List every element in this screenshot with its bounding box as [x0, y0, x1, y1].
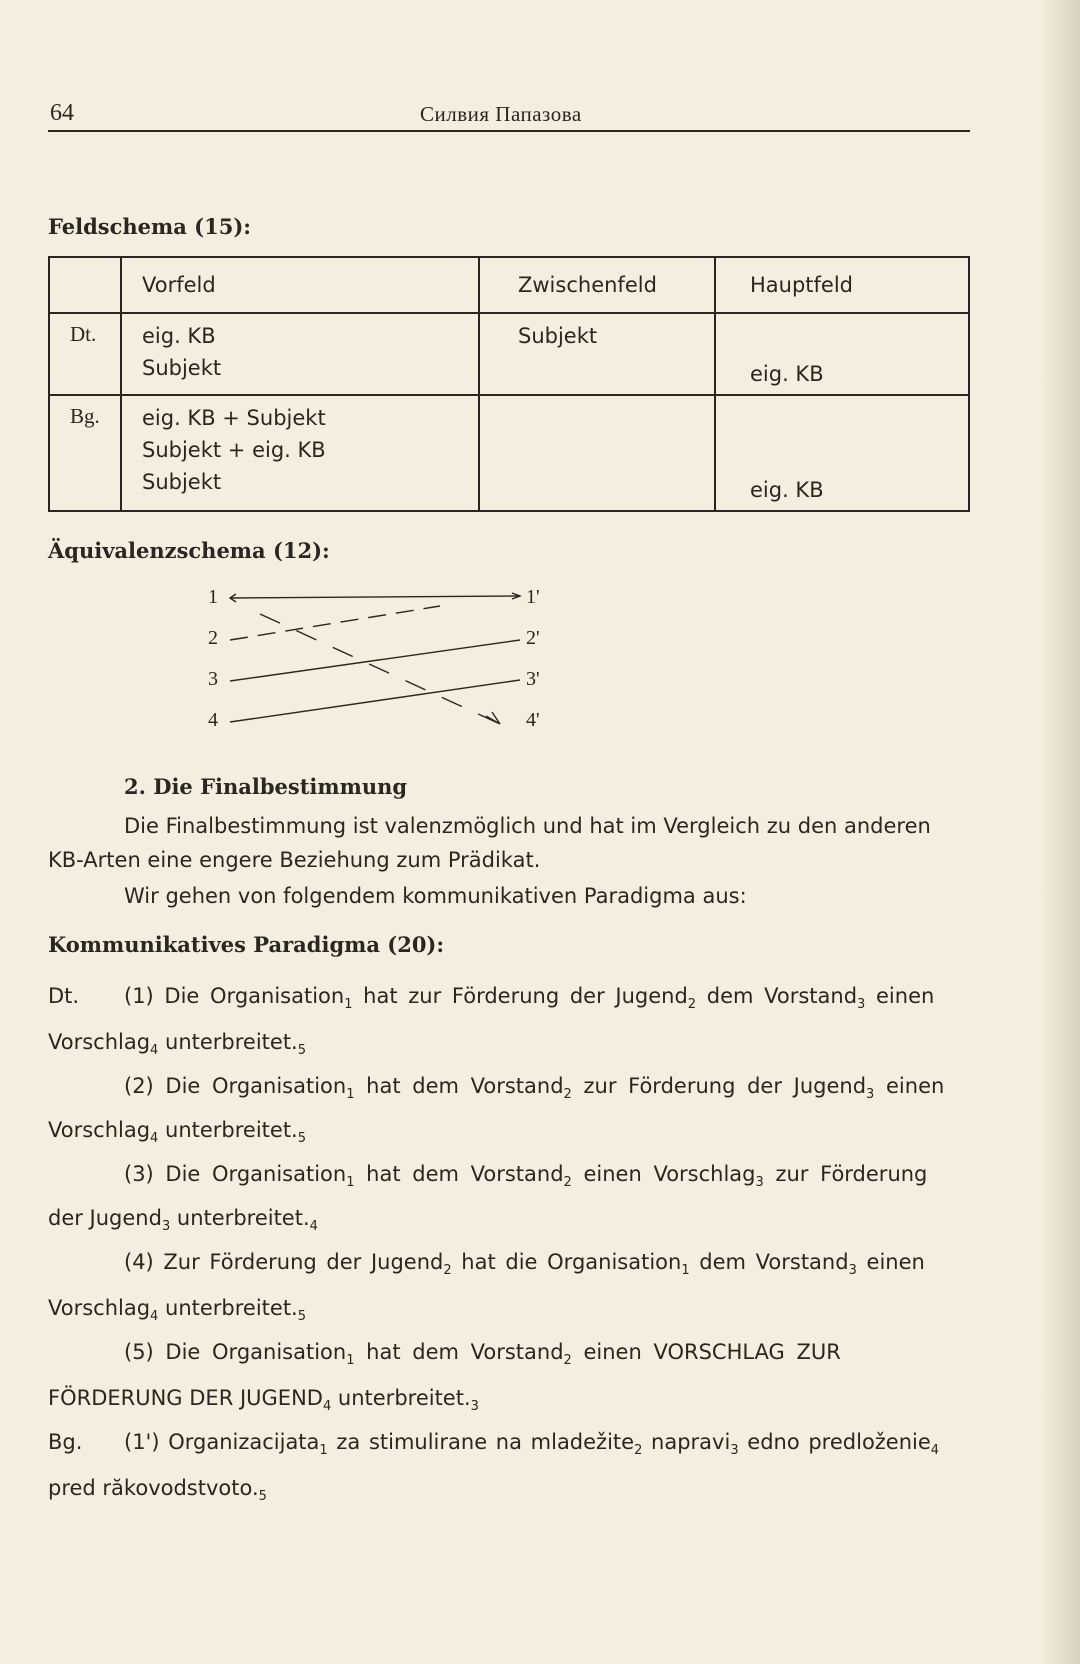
cell-vorfeld: eig. KB + Subjekt Subjekt + eig. KB Subjekt [121, 395, 479, 511]
paragraph-line: KB-Arten eine engere Beziehung zum Prädikat. [48, 848, 541, 872]
example-3-line-2: der Jugend$_3$ $unterbreitet._4$ [48, 1206, 318, 1234]
example-3-line-1: (3) Die Organisation$_1$ hat dem Vorstand$_2$ einen Vorschlag$_3$ zur Förderung [124, 1162, 928, 1190]
paragraph-line: Wir gehen von folgendem kommunikativen Paradigma aus: [124, 884, 747, 908]
example-bg-line-2: pred $răkovodstvoto._5$ [48, 1476, 267, 1504]
mapping-line-1-1 [230, 596, 520, 598]
right-label-3: 3' [526, 668, 540, 690]
cell-zwischenfeld: Subjekt [479, 313, 715, 395]
cell-zwischenfeld [479, 395, 715, 511]
left-label-1: 1 [208, 586, 218, 608]
example-2-line-1: (2) Die Organisation$_1$ hat dem Vorstand$_2$ zur Förderung der Jugend$_3$ einen [124, 1074, 945, 1102]
feldschema-title: Feldschema (15): [48, 214, 252, 239]
arrow-head-4 [486, 712, 500, 724]
page-edge-shadow [1040, 0, 1080, 1664]
table-row [49, 395, 969, 511]
cell-hauptfeld: eig. KB [715, 395, 969, 511]
header-cell-vorfeld: Vorfeld [121, 257, 479, 313]
cell-hauptfeld: eig. KB [715, 313, 969, 395]
left-label-3: 3 [208, 668, 218, 690]
mapping-line-2-1 [230, 606, 440, 640]
mapping-line-3-2 [230, 640, 520, 681]
equivalence-diagram [200, 584, 560, 744]
example-1-line-1: (1) Die Organisation$_1$ hat zur Förderung der Jugend$_2$ dem Vorstand$_3$ einen [124, 984, 935, 1012]
table-header-row [49, 257, 969, 313]
page-number: 64 [50, 100, 74, 126]
table-row [49, 313, 969, 395]
left-label-2: 2 [208, 627, 218, 649]
running-head: Силвия Папазова [420, 102, 582, 126]
row-label-bg: Bg. [49, 395, 121, 511]
header-rule [48, 130, 970, 132]
example-2-line-2: Vorschlag$_4$ $unterbreitet._5$ [48, 1118, 307, 1146]
header-cell-empty [49, 257, 121, 313]
example-5-line-2: FÖRDERUNG DER $JUGEND_4$ $unterbreitet._3$ [48, 1386, 479, 1414]
paradigma-title: Kommunikatives Paradigma (20): [48, 932, 445, 957]
mapping-line-1-4 [260, 614, 500, 724]
section-heading: 2. Die Finalbestimmung [124, 774, 408, 799]
row-label-dt: Dt. [49, 313, 121, 395]
dt-label: Dt. [48, 984, 80, 1008]
header-cell-hauptfeld: Hauptfeld [715, 257, 969, 313]
paragraph-line: Die Finalbestimmung ist valenzmöglich und hat im Vergleich zu den anderen [124, 814, 931, 838]
right-label-4: 4' [526, 709, 540, 731]
example-bg-line-1: (1') Organizacijata$_1$ za stimulirane na mladežite$_2$ napravi$_3$ edno predloženie$_4$ [124, 1430, 940, 1458]
example-5-line-1: (5) Die Organisation$_1$ hat dem Vorstand$_2$ einen VORSCHLAG ZUR [124, 1340, 841, 1368]
feldschema-table [48, 256, 970, 512]
bg-label: Bg. [48, 1430, 83, 1454]
left-label-4: 4 [208, 709, 218, 731]
example-4-line-1: (4) Zur Förderung der Jugend$_2$ hat die Organisation$_1$ dem Vorstand$_3$ einen [124, 1250, 925, 1278]
right-label-1: 1' [526, 586, 540, 608]
cell-vorfeld: eig. KB Subjekt [121, 313, 479, 395]
example-4-line-2: Vorschlag$_4$ $unterbreitet._5$ [48, 1296, 307, 1324]
right-label-2: 2' [526, 627, 540, 649]
header-cell-zwischenfeld: Zwischenfeld [479, 257, 715, 313]
example-1-line-2: Vorschlag$_4$ $unterbreitet._5$ [48, 1030, 307, 1058]
mapping-line-4-3 [230, 680, 520, 722]
aequivalenz-title: Äquivalenzschema (12): [48, 538, 330, 563]
